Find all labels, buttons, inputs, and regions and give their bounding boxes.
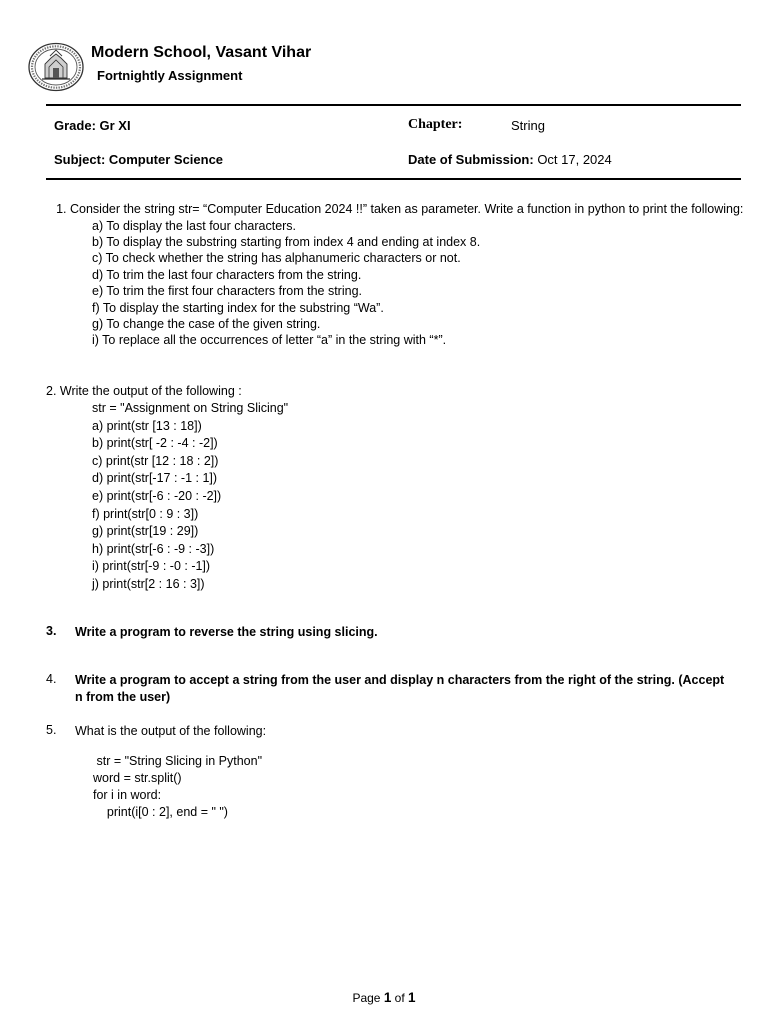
chapter-label: Chapter: <box>408 117 463 132</box>
code-line: str = "String Slicing in Python" <box>93 754 263 768</box>
question-3-number: 3. <box>46 624 57 638</box>
subpart-item: i) To replace all the occurrences of letter “a” in the string with “*”. <box>92 333 447 348</box>
question-1-text: Consider the string str= “Computer Education 2024 !!” taken as parameter. Write a function in python to print the following: <box>70 202 744 216</box>
page-label: Page <box>352 991 381 1005</box>
code-line: e) print(str[-6 : -20 : -2]) <box>92 488 222 503</box>
question-1-item <box>70 201 760 349</box>
code-line: j) print(str[2 : 16 : 3]) <box>92 576 205 591</box>
submission-date: Oct 17, 2024 <box>537 152 612 167</box>
page-of: of <box>394 991 405 1005</box>
code-line: b) print(str[ -2 : -4 : -2]) <box>92 436 218 451</box>
code-line: i) print(str[-9 : -0 : -1]) <box>92 559 211 574</box>
question-4 <box>46 672 746 708</box>
code-line: c) print(str [12 : 18 : 2]) <box>92 453 219 468</box>
code-line: a) print(str [13 : 18]) <box>92 418 202 433</box>
header-top-rule <box>46 104 741 106</box>
submission-line <box>408 152 612 167</box>
question-3 <box>46 624 746 644</box>
chapter-value: String <box>511 118 545 133</box>
code-line: str = "Assignment on String Slicing" <box>92 401 289 415</box>
question-4-text: Write a program to accept a string from the user and display n characters from the right of the string. (Accept n from the user) <box>75 673 725 704</box>
question-2-code <box>46 400 288 594</box>
code-line: word = str.split() <box>93 771 182 785</box>
code-line: h) print(str[-6 : -9 : -3]) <box>92 541 215 556</box>
question-5-text: What is the output of the following: <box>75 724 267 738</box>
subpart-item: g) To change the case of the given string. <box>92 316 321 331</box>
question-1-subparts <box>70 218 760 349</box>
subpart-item: e) To trim the first four characters from the string. <box>92 284 362 299</box>
header-bottom-rule <box>46 178 741 180</box>
code-line: d) print(str[-17 : -1 : 1]) <box>92 471 218 486</box>
question-3-text: Write a program to reverse the string using slicing. <box>75 625 378 639</box>
code-line: f) print(str[0 : 9 : 3]) <box>92 506 199 521</box>
subpart-item: d) To trim the last four characters from the string. <box>92 267 362 282</box>
page-total: 1 <box>408 990 416 1005</box>
subpart-item: a) To display the last four characters. <box>92 218 297 233</box>
school-name: Modern School, Vasant Vihar <box>91 44 312 61</box>
assignment-type: Fortnightly Assignment <box>97 68 243 83</box>
code-line: print(i[0 : 2], end = " ") <box>93 805 228 819</box>
submission-label: Date of Submission: <box>408 152 534 167</box>
code-line: g) print(str[19 : 29]) <box>92 524 199 539</box>
question-2-text: 2. Write the output of the following : <box>46 384 242 398</box>
question-2 <box>46 383 288 594</box>
page-current: 1 <box>383 990 392 1005</box>
subject-label: Subject: Computer Science <box>54 152 224 167</box>
grade-label: Grade: Gr XI <box>54 118 131 133</box>
code-line: for i in word: <box>93 788 162 802</box>
subpart-item: c) To check whether the string has alphanumeric characters or not. <box>92 251 461 266</box>
subpart-item: f) To display the starting index for the substring “Wa”. <box>92 300 384 315</box>
subpart-item: b) To display the substring starting from index 4 and ending at index 8. <box>92 234 481 249</box>
question-1 <box>52 201 760 349</box>
question-5-code <box>93 753 262 821</box>
question-5-number: 5. <box>46 723 57 737</box>
page-footer <box>0 990 768 1005</box>
school-logo <box>28 42 84 92</box>
question-5 <box>46 723 746 743</box>
question-4-number: 4. <box>46 672 57 686</box>
